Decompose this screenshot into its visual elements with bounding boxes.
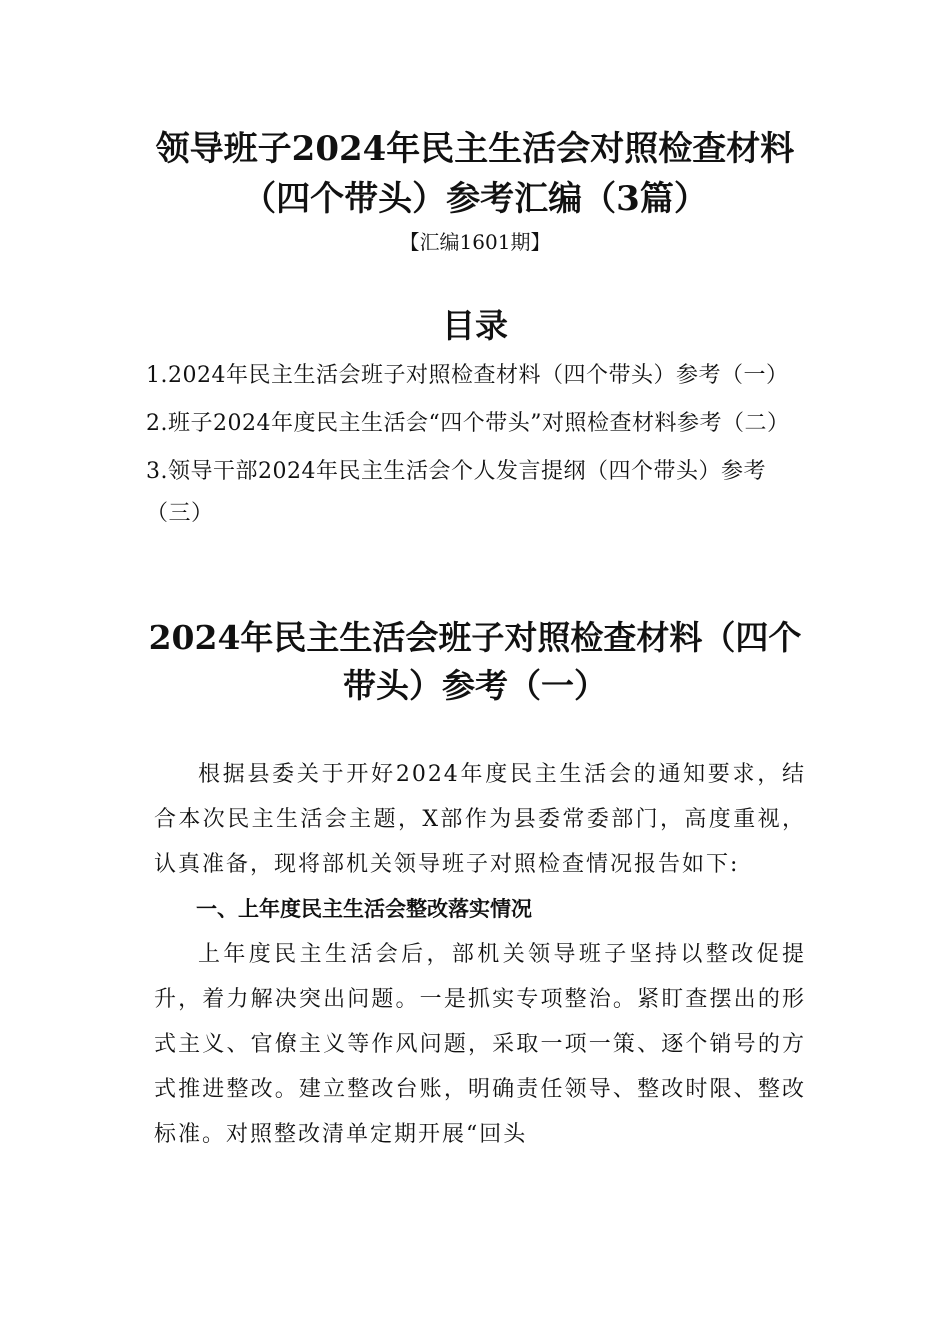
- section-body: [154, 752, 806, 1157]
- document-title: [130, 124, 820, 224]
- issue-label: 【汇编1601期】: [399, 230, 551, 254]
- section-heading-1: 一、上年度民主生活会整改落实情况: [196, 897, 532, 921]
- toc-heading: 目录: [442, 306, 508, 345]
- document-title-line1: 领导班子2024年民主生活会对照检查材料: [155, 129, 795, 169]
- toc-item-2[interactable]: 2.班子2024年度民主生活会“四个带头”对照检查材料参考（二）: [146, 411, 790, 436]
- toc-item-1[interactable]: 1.2024年民主生活会班子对照检查材料（四个带头）参考（一）: [146, 363, 789, 388]
- intro-paragraph: 根据县委关于开好2024年度民主生活会的通知要求，结合本次民主生活会主题，X部作为县委常委部门，高度重视，认真准备，现将部机关领导班子对照检查情况报告如下:: [154, 762, 806, 877]
- table-of-contents: [146, 355, 810, 541]
- toc-item-3[interactable]: 3.领导干部2024年民主生活会个人发言提纲（四个带头）参考（三）: [146, 459, 766, 526]
- section-title: 2024年民主生活会班子对照检查材料（四个带头）参考（一）: [148, 618, 802, 705]
- document-title-line2: （四个带头）参考汇编（3篇）: [242, 179, 708, 219]
- body-paragraph-1: 上年度民主生活会后，部机关领导班子坚持以整改促提升，着力解决突出问题。一是抓实专项整治。紧盯查摆出的形式主义、官僚主义等作风问题，采取一项一策、逐个销号的方式推进整改。建立整改台账，明确责任领导、整改时限、整改标准。对照整改清单定期开展“回头: [154, 942, 806, 1147]
